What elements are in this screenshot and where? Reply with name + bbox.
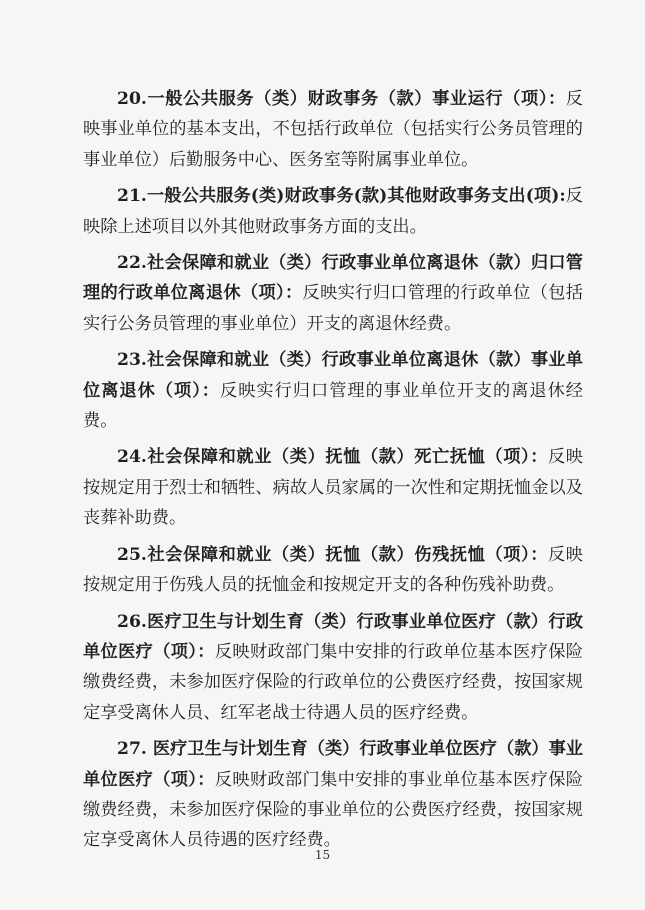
paragraph-22 (83, 248, 583, 339)
item-description: 反映事业单位的基本支出，不包括行政单位（包括实行公务员管理的事业单位）后勤服务中心、医务室等附属事业单位。 (83, 89, 583, 170)
item-description: 反映按规定用于伤残人员的抚恤金和按规定开支的各种伤残补助费。 (83, 544, 583, 596)
item-description: 反映实行归口管理的行政单位（包括实行公务员管理的事业单位）开支的离退休经费。 (83, 283, 583, 334)
item-description: 反映财政部门集中安排的事业单位基本医疗保险缴费经费，未参加医疗保险的事业单位的公费医疗经费，按国家规定享受离休人员待遇的医疗经费。 (83, 769, 583, 851)
paragraph-26 (83, 607, 583, 729)
item-heading: 27. 医疗卫生与计划生育（类）行政事业单位医疗（款）事业单位医疗（项）： (83, 739, 583, 790)
document-body (83, 84, 583, 862)
item-heading: 25.社会保障和就业（类）抚恤（款）伤残抚恤（项）： (117, 544, 549, 565)
paragraph-25 (83, 540, 583, 601)
item-description: 反映财政部门集中安排的行政单位基本医疗保险缴费经费，未参加医疗保险的行政单位的公费医疗经费，按国家规定享受离休人员、红军老战士待遇人员的医疗经费。 (83, 641, 583, 723)
item-heading: 23.社会保障和就业（类）行政事业单位离退休（款）事业单位离退休（项）： (83, 350, 583, 401)
item-heading: 20.一般公共服务（类）财政事务（款）事业运行（项）： (117, 89, 566, 109)
item-heading: 22.社会保障和就业（类）行政事业单位离退休（款）归口管理的行政单位离退休（项）： (83, 253, 583, 304)
paragraph-21 (83, 181, 583, 242)
item-heading: 24.社会保障和就业（类）抚恤（款）死亡抚恤（项）： (117, 447, 549, 468)
paragraph-23 (83, 345, 583, 436)
paragraph-24 (83, 442, 583, 533)
paragraph-20 (83, 84, 583, 175)
paragraph-27 (83, 734, 583, 856)
item-description: 反映除上述项目以外其他财政事务方面的支出。 (83, 186, 583, 237)
item-description: 反映实行归口管理的事业单位开支的离退休经费。 (83, 380, 583, 432)
item-heading: 21.一般公共服务(类)财政事务(款)其他财政事务支出(项): (117, 186, 566, 207)
page-number: 15 (314, 848, 331, 862)
item-heading: 26.医疗卫生与计划生育（类）行政事业单位医疗（款）行政单位医疗（项）： (83, 611, 583, 662)
item-description: 反映按规定用于烈士和牺牲、病故人员家属的一次性和定期抚恤金以及丧葬补助费。 (83, 447, 583, 529)
